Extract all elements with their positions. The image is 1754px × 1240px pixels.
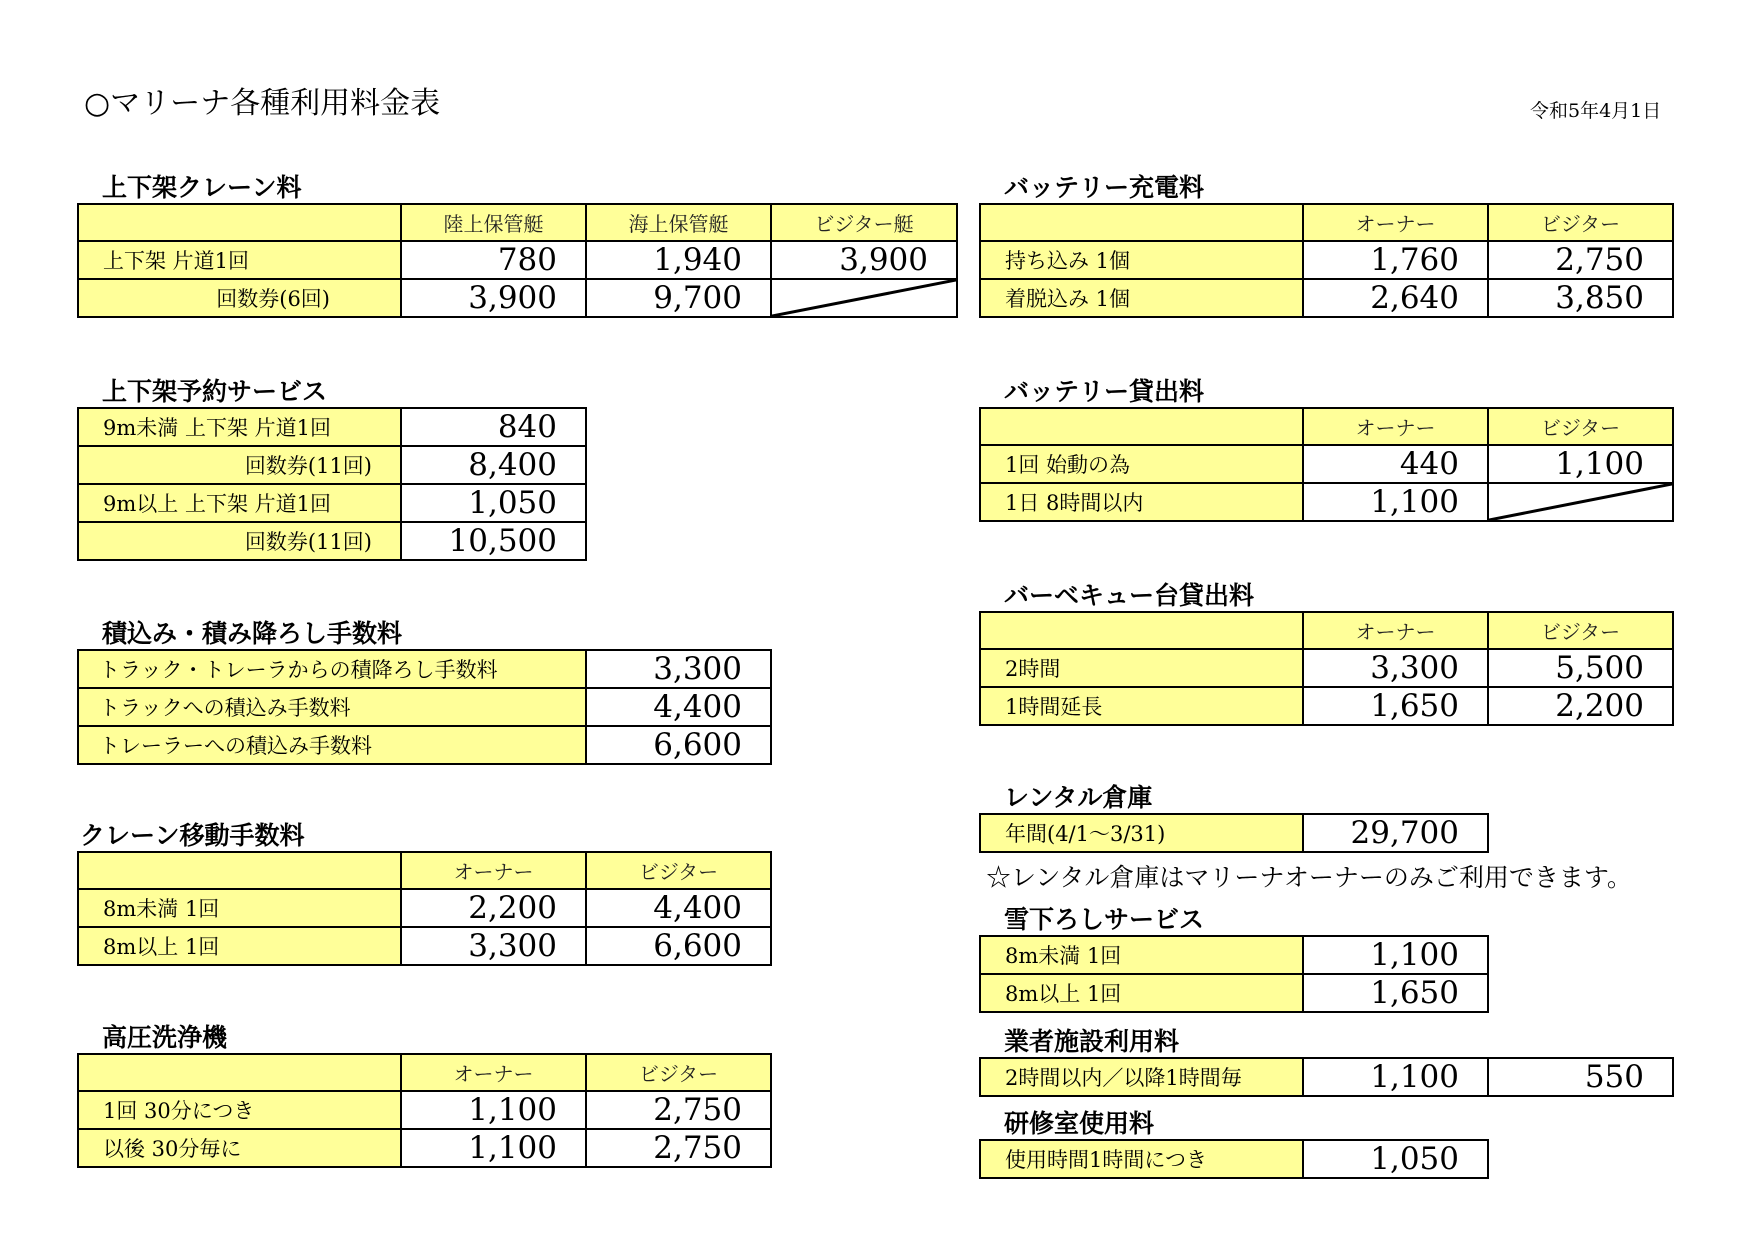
bbq-section-title: バーベキュー台貸出料 [1004,581,1255,610]
row-label: 8m以上 1回 [78,927,401,965]
price-cell: 2,200 [1488,687,1673,725]
header-blank-cell [78,1054,401,1091]
price-cell: 3,850 [1488,279,1673,317]
table-row [980,241,1673,279]
header-cell: ビジター [1488,204,1673,241]
header-cell: ビジター [586,1054,771,1091]
bbq-fee-table [979,611,1674,726]
price-cell: 3,300 [586,650,771,688]
storage-section-title: レンタル倉庫 [1004,783,1153,812]
price-cell: 9,700 [586,279,771,317]
price-cell: 3,300 [401,927,586,965]
table-row [78,1091,771,1129]
price-cell: 2,750 [586,1129,771,1167]
price-cell: 1,050 [1303,1140,1488,1178]
page-title: ○マリーナ各種利用料金表 [84,86,441,121]
price-cell: 1,940 [586,241,771,279]
crane-move-section-title: クレーン移動手数料 [80,821,305,850]
price-cell: 6,600 [586,726,771,764]
header-cell: ビジター [1488,612,1673,649]
row-label: 1回 始動の為 [980,445,1303,483]
row-label: トラックへの積込み手数料 [78,688,586,726]
row-label: 1日 8時間以内 [980,483,1303,521]
table-row [78,1129,771,1167]
header-cell: 陸上保管艇 [401,204,586,241]
price-cell: 4,400 [586,889,771,927]
reserve-fee-table [77,407,587,561]
crane-move-fee-table [77,851,772,966]
price-cell: 5,500 [1488,649,1673,687]
loading-section-title: 積込み・積み降ろし手数料 [102,619,403,648]
price-cell: 1,650 [1303,687,1488,725]
price-cell: 1,650 [1303,974,1488,1012]
snow-fee-table [979,935,1489,1013]
price-cell: 1,100 [401,1091,586,1129]
row-label: 使用時間1時間につき [980,1140,1303,1178]
table-row [980,445,1673,483]
washer-section-title: 高圧洗浄機 [102,1023,228,1052]
header-cell: オーナー [1303,612,1488,649]
price-cell: 6,600 [586,927,771,965]
price-cell: 1,100 [1488,445,1673,483]
price-cell: 780 [401,241,586,279]
table-row [78,688,771,726]
row-label: 1時間延長 [980,687,1303,725]
not-applicable-cell [771,279,957,317]
table-row [78,889,771,927]
price-cell: 4,400 [586,688,771,726]
table-row [980,1058,1673,1096]
table-row [980,936,1488,974]
row-label: 着脱込み 1個 [980,279,1303,317]
row-label: 以後 30分毎に [78,1129,401,1167]
price-cell: 3,300 [1303,649,1488,687]
page-date: 令和5年4月1日 [1530,100,1662,122]
training-fee-table [979,1139,1489,1179]
price-cell: 1,100 [1303,936,1488,974]
vendor-section-title: 業者施設利用料 [1004,1027,1180,1056]
table-row [78,484,586,522]
table-row [78,279,957,317]
table-row [980,974,1488,1012]
vendor-fee-table [979,1057,1674,1097]
row-label: 9m未満 上下架 片道1回 [78,408,401,446]
row-label: 8m未満 1回 [980,936,1303,974]
price-cell: 2,750 [1488,241,1673,279]
table-row [78,522,586,560]
table-row [980,204,1673,241]
battery-rent-section-title: バッテリー貸出料 [1004,377,1205,406]
table-row [78,726,771,764]
row-label: トレーラーへの積込み手数料 [78,726,586,764]
table-row [78,446,586,484]
row-label: 回数券(11回) [78,446,401,484]
header-blank-cell [980,612,1303,649]
table-row [78,927,771,965]
table-row [78,852,771,889]
price-cell: 3,900 [771,241,957,279]
table-row [78,204,957,241]
table-row [980,814,1488,852]
battery-charge-fee-table [979,203,1674,318]
price-cell: 3,900 [401,279,586,317]
row-label: 1回 30分につき [78,1091,401,1129]
row-label: 年間(4/1～3/31) [980,814,1303,852]
crane-fee-table [77,203,958,318]
row-label: 持ち込み 1個 [980,241,1303,279]
table-row [980,687,1673,725]
price-cell: 840 [401,408,586,446]
storage-fee-table [979,813,1489,853]
row-label: 回数券(11回) [78,522,401,560]
row-label: 9m以上 上下架 片道1回 [78,484,401,522]
header-blank-cell [980,408,1303,445]
row-label: 8m未満 1回 [78,889,401,927]
price-cell: 8,400 [401,446,586,484]
price-cell: 550 [1488,1058,1673,1096]
price-cell: 1,100 [1303,1058,1488,1096]
price-cell: 2,640 [1303,279,1488,317]
table-row [78,408,586,446]
header-cell: 海上保管艇 [586,204,771,241]
row-label: トラック・トレーラからの積降ろし手数料 [78,650,586,688]
header-cell: オーナー [401,1054,586,1091]
price-cell: 440 [1303,445,1488,483]
header-blank-cell [980,204,1303,241]
price-cell: 1,760 [1303,241,1488,279]
table-row [980,408,1673,445]
table-row [78,650,771,688]
row-label: 上下架 片道1回 [78,241,401,279]
header-cell: ビジター艇 [771,204,957,241]
table-row [980,279,1673,317]
row-label: 8m以上 1回 [980,974,1303,1012]
price-cell: 2,750 [586,1091,771,1129]
washer-fee-table [77,1053,772,1168]
price-cell: 29,700 [1303,814,1488,852]
reserve-section-title: 上下架予約サービス [102,377,328,406]
table-row [78,1054,771,1091]
crane-section-title: 上下架クレーン料 [102,173,302,202]
price-cell: 1,050 [401,484,586,522]
loading-fee-table [77,649,772,765]
header-cell: ビジター [586,852,771,889]
header-cell: オーナー [401,852,586,889]
table-row [78,241,957,279]
header-blank-cell [78,204,401,241]
not-applicable-cell [1488,483,1673,521]
training-section-title: 研修室使用料 [1004,1109,1155,1138]
battery-rent-fee-table [979,407,1674,522]
header-blank-cell [78,852,401,889]
row-label: 回数券(6回) [78,279,401,317]
price-cell: 10,500 [401,522,586,560]
price-cell: 2,200 [401,889,586,927]
header-cell: オーナー [1303,204,1488,241]
table-row [980,483,1673,521]
price-cell: 1,100 [1303,483,1488,521]
row-label: 2時間以内／以降1時間毎 [980,1058,1303,1096]
header-cell: オーナー [1303,408,1488,445]
header-cell: ビジター [1488,408,1673,445]
snow-section-title: 雪下ろしサービス [1004,905,1205,934]
table-row [980,649,1673,687]
table-row [980,1140,1488,1178]
storage-note: ☆レンタル倉庫はマリーナオーナーのみご利用できます。 [986,863,1632,892]
battery-charge-section-title: バッテリー充電料 [1004,173,1205,202]
row-label: 2時間 [980,649,1303,687]
table-row [980,612,1673,649]
price-cell: 1,100 [401,1129,586,1167]
